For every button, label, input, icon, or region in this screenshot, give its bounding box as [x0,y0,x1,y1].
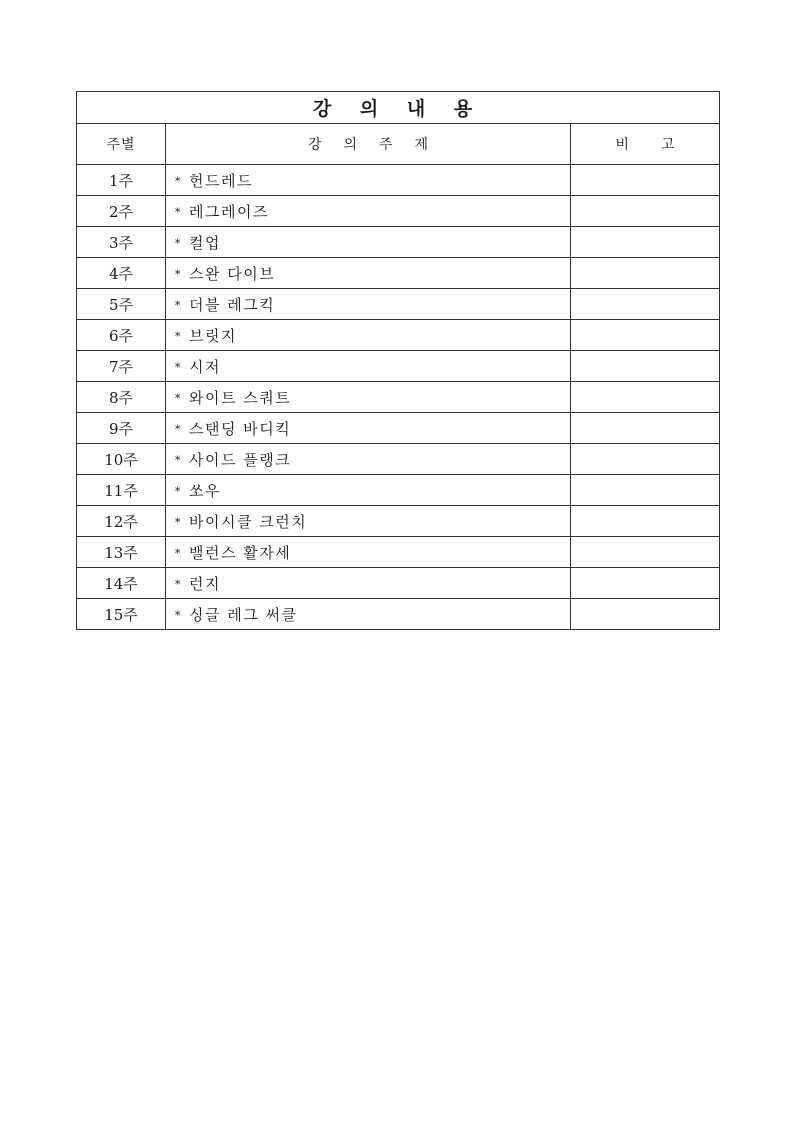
table-row [77,227,720,258]
table-row [77,475,720,506]
week-cell: 6주 [77,320,166,351]
topic-cell [166,537,571,568]
topic-cell [166,289,571,320]
topic-cell [166,382,571,413]
topic-text: 헌드레드 [189,171,253,190]
topic-cell [166,599,571,630]
week-cell: 13주 [77,537,166,568]
table-row [77,258,720,289]
topic-cell [166,413,571,444]
table-row [77,568,720,599]
table-row [77,506,720,537]
week-cell: 7주 [77,351,166,382]
topic-cell [166,444,571,475]
column-header-row [77,124,720,165]
bullet-marker: * [175,422,182,436]
topic-text: 싱글 레그 써클 [189,605,298,624]
note-cell [571,320,720,351]
topic-cell [166,165,571,196]
bullet-marker: * [175,360,182,374]
note-cell [571,506,720,537]
topic-text: 더블 레그킥 [189,295,276,314]
note-cell [571,351,720,382]
note-cell [571,196,720,227]
bullet-marker: * [175,391,182,405]
bullet-marker: * [175,515,182,529]
note-cell [571,258,720,289]
topic-text: 런지 [189,574,221,593]
week-cell: 10주 [77,444,166,475]
topic-text: 와이트 스쿼트 [189,388,292,407]
lecture-rows [77,165,720,630]
topic-text: 밸런스 활자세 [189,543,292,562]
week-column-header: 주별 [77,124,166,165]
topic-cell [166,196,571,227]
week-cell: 3주 [77,227,166,258]
table-row [77,413,720,444]
table-row [77,351,720,382]
bullet-marker: * [175,329,182,343]
table-row [77,382,720,413]
note-cell [571,382,720,413]
note-cell [571,475,720,506]
week-cell: 15주 [77,599,166,630]
topic-cell [166,320,571,351]
note-cell [571,227,720,258]
topic-cell [166,227,571,258]
topic-text: 쏘우 [189,481,221,500]
note-cell [571,599,720,630]
note-cell [571,444,720,475]
week-cell: 2주 [77,196,166,227]
bullet-marker: * [175,608,182,622]
bullet-marker: * [175,205,182,219]
topic-cell [166,351,571,382]
week-cell: 5주 [77,289,166,320]
topic-column-header: 강의주제 [166,124,571,165]
week-cell: 4주 [77,258,166,289]
topic-text: 시저 [189,357,221,376]
table-row [77,444,720,475]
topic-text: 바이시클 크런치 [189,512,308,531]
bullet-marker: * [175,577,182,591]
table-row [77,289,720,320]
week-cell: 8주 [77,382,166,413]
topic-text: 스탠딩 바디킥 [189,419,292,438]
topic-cell [166,475,571,506]
topic-cell [166,258,571,289]
table-title-row [77,92,720,124]
topic-text: 컬업 [189,233,221,252]
table-title: 강 의 내 용 [77,92,720,124]
note-cell [571,413,720,444]
bullet-marker: * [175,267,182,281]
note-cell [571,537,720,568]
bullet-marker: * [175,484,182,498]
bullet-marker: * [175,174,182,188]
table-row [77,196,720,227]
note-column-header: 비고 [571,124,720,165]
note-cell [571,568,720,599]
topic-text: 사이드 플랭크 [189,450,292,469]
lecture-content-table [76,91,720,630]
week-cell: 12주 [77,506,166,537]
table-row [77,537,720,568]
bullet-marker: * [175,546,182,560]
table-row [77,599,720,630]
topic-cell [166,506,571,537]
table-row [77,165,720,196]
week-cell: 11주 [77,475,166,506]
table-row [77,320,720,351]
week-cell: 14주 [77,568,166,599]
note-cell [571,289,720,320]
topic-text: 브릿지 [189,326,237,345]
topic-text: 레그레이즈 [189,202,269,221]
bullet-marker: * [175,236,182,250]
week-cell: 9주 [77,413,166,444]
topic-cell [166,568,571,599]
topic-text: 스완 다이브 [189,264,276,283]
note-cell [571,165,720,196]
bullet-marker: * [175,453,182,467]
bullet-marker: * [175,298,182,312]
week-cell: 1주 [77,165,166,196]
